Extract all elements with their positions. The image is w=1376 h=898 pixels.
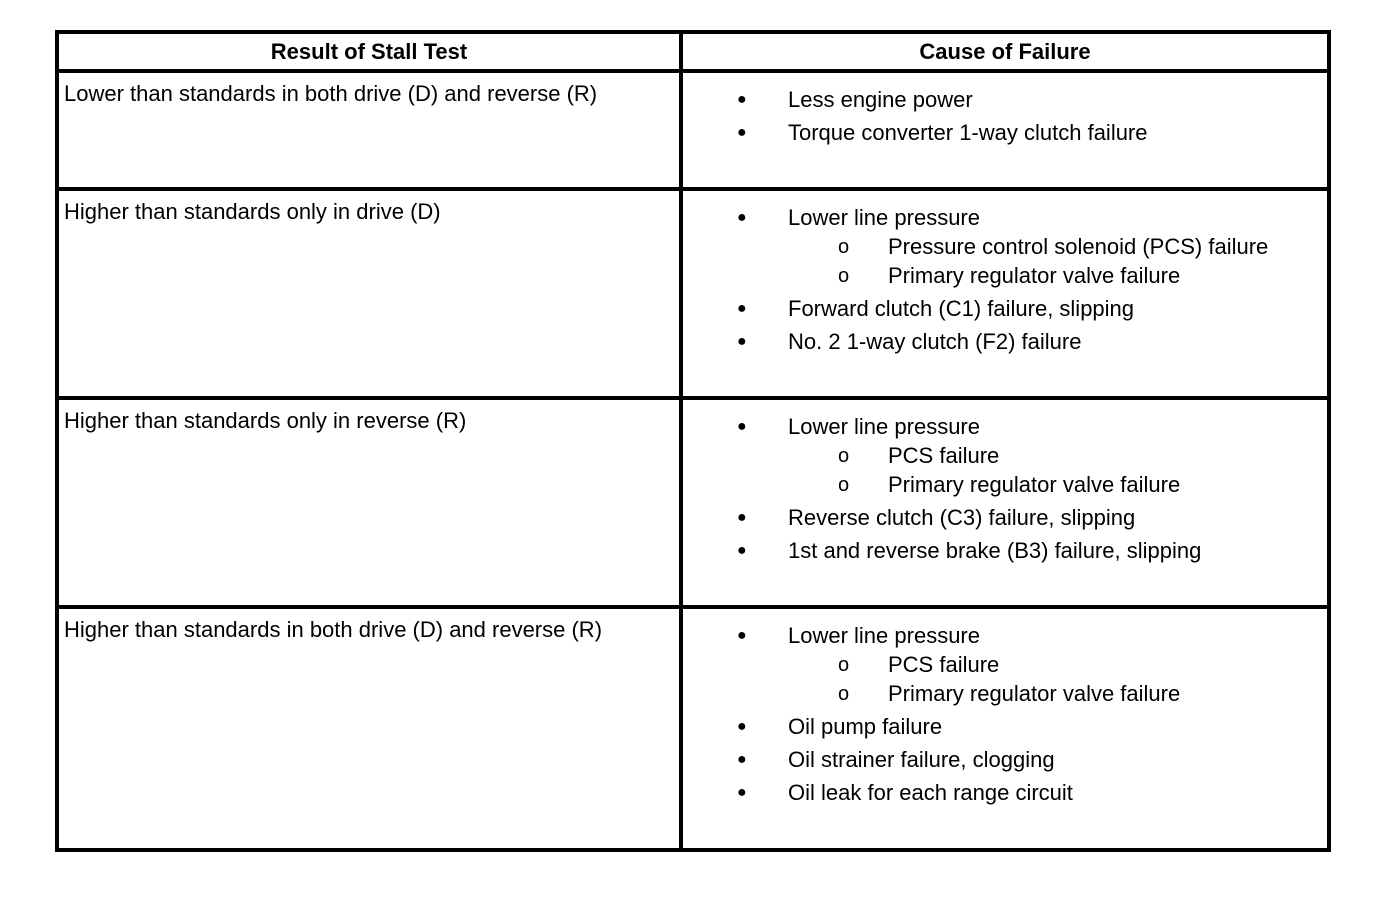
- stall-test-table: [55, 30, 1331, 852]
- sub-cause-text: Primary regulator valve failure: [888, 472, 1181, 497]
- cause-item: [683, 203, 1327, 290]
- result-cell: Lower than standards in both drive (D) and reverse (R): [57, 71, 681, 189]
- result-cell: Higher than standards in both drive (D) and reverse (R): [57, 607, 681, 850]
- cause-text: Lower line pressure: [788, 414, 980, 439]
- bullet-icon: ●: [737, 718, 747, 735]
- bullet-icon: ●: [737, 418, 747, 435]
- sub-cause-text: PCS failure: [888, 652, 1000, 677]
- bullet-icon: ●: [737, 300, 747, 317]
- cause-text: Reverse clutch (C3) failure, slipping: [788, 505, 1136, 530]
- cause-item: [683, 118, 1327, 147]
- bullet-icon: ●: [737, 751, 747, 768]
- result-cell: Higher than standards only in drive (D): [57, 189, 681, 398]
- cause-item: [683, 327, 1327, 356]
- table-row: [57, 71, 1329, 189]
- cause-text: Forward clutch (C1) failure, slipping: [788, 296, 1135, 321]
- result-cell: Higher than standards only in reverse (R): [57, 398, 681, 607]
- table-row: [57, 189, 1329, 398]
- bullet-icon: ●: [737, 124, 747, 141]
- cause-item: [683, 503, 1327, 532]
- cause-item: [683, 412, 1327, 499]
- sub-cause-text: Pressure control solenoid (PCS) failure: [888, 234, 1269, 259]
- bullet-icon: ●: [737, 542, 747, 559]
- cause-list: [683, 621, 1327, 807]
- sub-cause-item: [683, 441, 1327, 470]
- table-row: [57, 398, 1329, 607]
- sub-cause-item: [683, 650, 1327, 679]
- sub-cause-item: [683, 679, 1327, 708]
- circle-bullet-icon: o: [838, 683, 850, 705]
- sub-cause-text: Primary regulator valve failure: [888, 681, 1181, 706]
- circle-bullet-icon: o: [838, 445, 850, 467]
- cause-text: Oil pump failure: [788, 714, 943, 739]
- cause-text: 1st and reverse brake (B3) failure, slipping: [788, 538, 1202, 563]
- cause-cell: [681, 71, 1329, 189]
- bullet-icon: ●: [737, 509, 747, 526]
- cause-item: [683, 294, 1327, 323]
- cause-text: Lower line pressure: [788, 205, 980, 230]
- bullet-icon: ●: [737, 627, 747, 644]
- sub-cause-item: [683, 232, 1327, 261]
- sub-cause-item: [683, 261, 1327, 290]
- circle-bullet-icon: o: [838, 654, 850, 676]
- sub-cause-list: [788, 650, 1327, 708]
- cause-list: [683, 203, 1327, 356]
- sub-cause-item: [683, 470, 1327, 499]
- cause-cell: [681, 189, 1329, 398]
- bullet-icon: ●: [737, 784, 747, 801]
- cause-text: Torque converter 1-way clutch failure: [788, 120, 1148, 145]
- bullet-icon: ●: [737, 209, 747, 226]
- sub-cause-text: PCS failure: [888, 443, 1000, 468]
- sub-cause-list: [788, 441, 1327, 499]
- cause-cell: [681, 398, 1329, 607]
- cause-item: [683, 536, 1327, 565]
- cause-cell: [681, 607, 1329, 850]
- cause-text: Oil strainer failure, clogging: [788, 747, 1055, 772]
- cause-item: [683, 745, 1327, 774]
- cause-text: Less engine power: [788, 87, 973, 112]
- cause-text: Oil leak for each range circuit: [788, 780, 1073, 805]
- cause-text: Lower line pressure: [788, 623, 980, 648]
- header-result: Result of Stall Test: [57, 32, 681, 71]
- cause-item: [683, 85, 1327, 114]
- cause-list: [683, 412, 1327, 565]
- circle-bullet-icon: o: [838, 265, 850, 287]
- circle-bullet-icon: o: [838, 474, 850, 496]
- cause-item: [683, 778, 1327, 807]
- sub-cause-list: [788, 232, 1327, 290]
- header-row: [57, 32, 1329, 71]
- header-cause: Cause of Failure: [681, 32, 1329, 71]
- bullet-icon: ●: [737, 91, 747, 108]
- cause-list: [683, 85, 1327, 147]
- cause-text: No. 2 1-way clutch (F2) failure: [788, 329, 1082, 354]
- circle-bullet-icon: o: [838, 236, 850, 258]
- table-body: [57, 71, 1329, 850]
- table-row: [57, 607, 1329, 850]
- bullet-icon: ●: [737, 333, 747, 350]
- sub-cause-text: Primary regulator valve failure: [888, 263, 1181, 288]
- cause-item: [683, 621, 1327, 708]
- cause-item: [683, 712, 1327, 741]
